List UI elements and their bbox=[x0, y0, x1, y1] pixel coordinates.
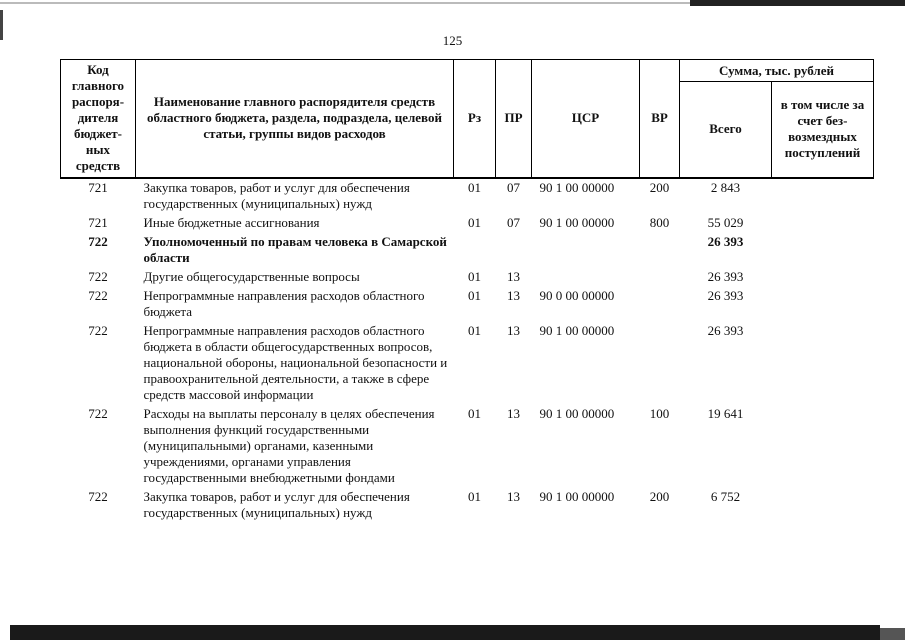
scan-artifact-bottom bbox=[10, 625, 880, 640]
cell-vr: 200 bbox=[649, 179, 670, 195]
cell-vr bbox=[640, 287, 680, 322]
cell-code: 722 bbox=[88, 405, 108, 421]
cell-name: Закупка товаров, работ и услуг для обеспечения государственных (муниципальных) нужд bbox=[143, 179, 410, 211]
budget-table bbox=[60, 59, 874, 523]
scan-artifact-bottom-right bbox=[880, 628, 905, 640]
cell-pr: 07 bbox=[507, 214, 520, 230]
cell-pr: 13 bbox=[507, 287, 520, 303]
cell-csr: 90 1 00 00000 bbox=[539, 488, 615, 504]
cell-vr: 100 bbox=[649, 405, 670, 421]
cell-name: Иные бюджетные ассигнования bbox=[143, 214, 320, 230]
cell-total: 26 393 bbox=[707, 322, 744, 338]
cell-code: 721 bbox=[88, 214, 108, 230]
cell-free bbox=[772, 178, 874, 214]
cell-csr: 90 1 00 00000 bbox=[539, 214, 615, 230]
cell-csr bbox=[532, 233, 640, 268]
cell-rz: 01 bbox=[468, 214, 481, 230]
cell-code: 722 bbox=[88, 268, 108, 284]
cell-total: 26 393 bbox=[707, 268, 744, 284]
cell-name: Закупка товаров, работ и услуг для обеспечения государственных (муниципальных) нужд bbox=[143, 488, 410, 520]
cell-free bbox=[772, 405, 874, 488]
table-body bbox=[61, 178, 874, 523]
table-row bbox=[61, 322, 874, 405]
table-row bbox=[61, 268, 874, 287]
cell-code: 722 bbox=[88, 322, 108, 338]
header-csr: ЦСР bbox=[532, 60, 640, 178]
cell-rz bbox=[454, 233, 496, 268]
table-row bbox=[61, 233, 874, 268]
cell-pr bbox=[496, 233, 532, 268]
cell-free bbox=[772, 214, 874, 233]
cell-pr: 13 bbox=[507, 268, 520, 284]
cell-rz: 01 bbox=[468, 405, 481, 421]
cell-free bbox=[772, 268, 874, 287]
cell-vr bbox=[640, 322, 680, 405]
header-name: Наименование главного распорядителя средств областного бюджета, раздела, подраздела, целевой статьи, группы видов расходов bbox=[136, 60, 454, 178]
cell-total: 26 393 bbox=[707, 233, 744, 249]
cell-name: Другие общегосударственные вопросы bbox=[143, 268, 360, 284]
cell-total: 26 393 bbox=[707, 287, 744, 303]
cell-rz: 01 bbox=[468, 268, 481, 284]
cell-free bbox=[772, 488, 874, 523]
cell-total: 19 641 bbox=[707, 405, 744, 421]
cell-name: Расходы на выплаты персоналу в целях обеспечения выполнения функций государственными (муниципальными) органами, казенными учреждениями, органами управления государственными внебюджетными фондами bbox=[143, 405, 435, 485]
table-row bbox=[61, 178, 874, 214]
header-code: Код главного распоря-дителя бюджет-ных средств bbox=[61, 60, 136, 178]
cell-rz: 01 bbox=[468, 488, 481, 504]
cell-total: 55 029 bbox=[707, 214, 744, 230]
table-row bbox=[61, 488, 874, 523]
header-rz: Рз bbox=[454, 60, 496, 178]
cell-csr: 90 1 00 00000 bbox=[539, 322, 615, 338]
cell-rz: 01 bbox=[468, 322, 481, 338]
cell-name: Уполномоченный по правам человека в Самарской области bbox=[143, 233, 447, 265]
cell-rz: 01 bbox=[468, 179, 481, 195]
cell-csr: 90 0 00 00000 bbox=[539, 287, 615, 303]
cell-pr: 13 bbox=[507, 488, 520, 504]
cell-free bbox=[772, 322, 874, 405]
cell-csr: 90 1 00 00000 bbox=[539, 405, 615, 421]
cell-vr bbox=[640, 233, 680, 268]
table-header bbox=[61, 60, 874, 178]
cell-csr: 90 1 00 00000 bbox=[539, 179, 615, 195]
cell-name: Непрограммные направления расходов областного бюджета в области общегосударственных вопросов, национальной обороны, национальной безопасности и правоохранительной деятельности, а также в сфере средств массовой информации bbox=[143, 322, 448, 402]
table-row bbox=[61, 287, 874, 322]
page-number: 125 bbox=[442, 33, 463, 48]
cell-code: 722 bbox=[88, 287, 108, 303]
cell-pr: 13 bbox=[507, 322, 520, 338]
cell-free bbox=[772, 233, 874, 268]
cell-vr: 200 bbox=[649, 488, 670, 504]
cell-vr: 800 bbox=[649, 214, 670, 230]
cell-total: 2 843 bbox=[710, 179, 741, 195]
cell-code: 722 bbox=[88, 233, 108, 249]
cell-rz: 01 bbox=[468, 287, 481, 303]
cell-code: 722 bbox=[88, 488, 108, 504]
cell-total: 6 752 bbox=[710, 488, 741, 504]
cell-free bbox=[772, 287, 874, 322]
scan-artifact-top bbox=[0, 0, 905, 6]
cell-pr: 07 bbox=[507, 179, 520, 195]
cell-pr: 13 bbox=[507, 405, 520, 421]
header-vr: ВР bbox=[640, 60, 680, 178]
table-row bbox=[61, 214, 874, 233]
cell-name: Непрограммные направления расходов областного бюджета bbox=[143, 287, 425, 319]
cell-vr bbox=[640, 268, 680, 287]
header-free: в том числе за счет без-возмездных поступлений bbox=[772, 82, 874, 178]
cell-code: 721 bbox=[88, 179, 108, 195]
header-sum: Сумма, тыс. рублей bbox=[680, 60, 874, 82]
header-total: Всего bbox=[680, 82, 772, 178]
cell-csr bbox=[532, 268, 640, 287]
header-pr: ПР bbox=[496, 60, 532, 178]
table-row bbox=[61, 405, 874, 488]
